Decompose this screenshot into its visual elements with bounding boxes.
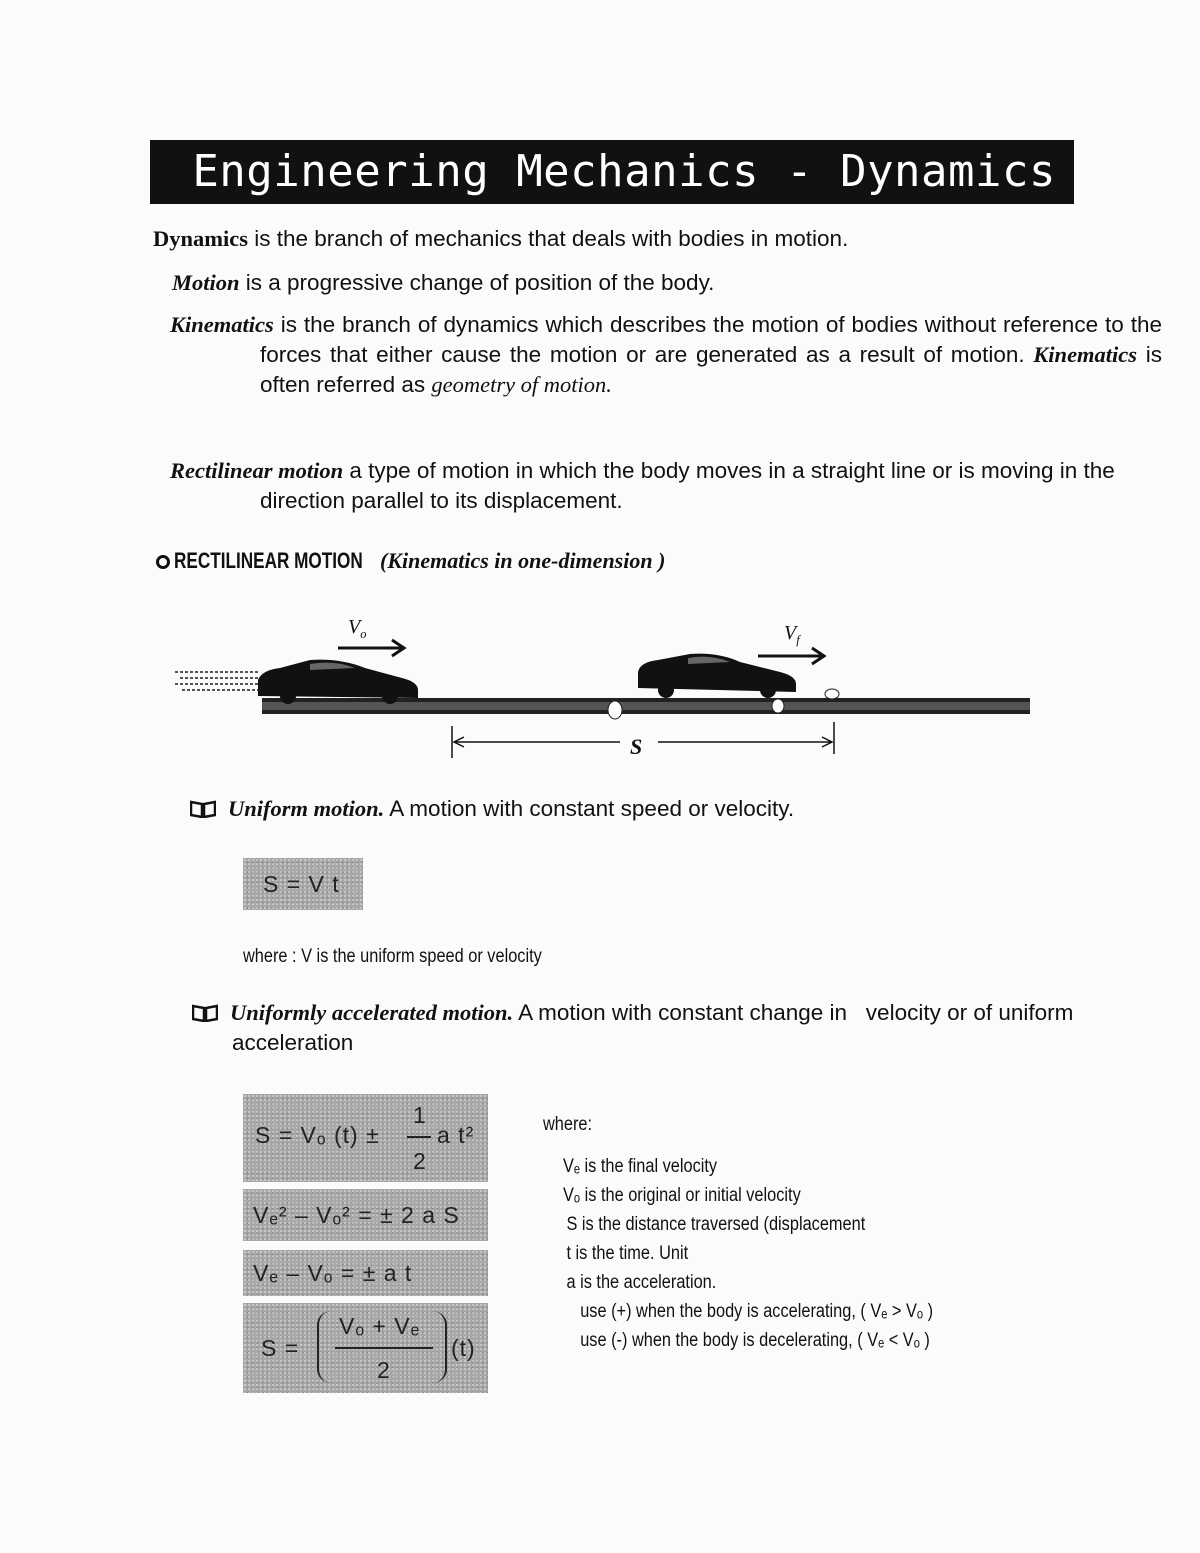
where-line-accelerating: use (+) when the body is accelerating, ( Vₑ > Vₒ )	[580, 1301, 934, 1322]
uniform-motion-text: A motion with constant speed or velocity.	[384, 796, 795, 821]
car-initial-icon	[258, 660, 418, 704]
geometry-of-motion: geometry of motion.	[431, 372, 612, 397]
section-subtitle: (Kinematics in one-dimension )	[380, 548, 666, 573]
formula-4-denominator: 2	[377, 1357, 391, 1383]
v-final-sub: f	[796, 633, 800, 647]
v-initial-sub: o	[360, 627, 367, 641]
rectilinear-text: a type of motion in which the body moves in a straight line or is moving in the direction parallel to its displacement.	[260, 458, 1115, 513]
where-line-decelerating: use (-) when the body is decelerating, ( Vₑ < Vₒ )	[580, 1330, 930, 1351]
rectilinear-motion-diagram	[170, 610, 1040, 770]
page-title: Engineering Mechanics - Dynamics	[150, 140, 1074, 204]
dynamics-text: is the branch of mechanics that deals with bodies in motion.	[248, 226, 849, 251]
motion-definition	[172, 268, 1052, 298]
dynamics-term: Dynamics	[153, 226, 248, 251]
kinematics-term-2: Kinematics	[1033, 342, 1138, 367]
uniform-where: where : V is the uniform speed or velocity	[243, 946, 542, 967]
where-line-acceleration: a is the acceleration.	[566, 1272, 717, 1293]
start-marker	[608, 701, 622, 719]
mid-marker	[772, 699, 784, 713]
accelerated-motion-text: A motion with constant change in velocity or of uniform acceleration	[232, 1000, 1080, 1055]
uniform-motion-definition	[190, 794, 1070, 824]
formula-4-left-paren	[317, 1311, 335, 1383]
accelerated-motion-term: Uniformly accelerated motion.	[230, 1000, 514, 1025]
car-final-icon	[638, 654, 796, 698]
where-line-final-velocity: Vₑ is the final velocity	[563, 1156, 718, 1177]
formula-4-fraction-bar	[335, 1347, 433, 1349]
distance-arrow	[452, 722, 834, 758]
v-initial-symbol: V	[348, 616, 361, 638]
target-bullet-icon	[156, 555, 170, 569]
formula-4-left: S =	[261, 1335, 300, 1361]
where-line-time: t is the time. Unit	[566, 1243, 689, 1264]
formula-1-denominator: 2	[413, 1148, 427, 1174]
where-line-distance: S is the distance traversed (displacement	[566, 1214, 866, 1235]
where-label: where:	[543, 1114, 593, 1135]
car-road-illustration	[170, 610, 1040, 770]
motion-term: Motion	[172, 270, 240, 295]
rectilinear-definition	[170, 456, 1170, 516]
v-final-symbol: V	[784, 622, 797, 644]
formula-4-numerator: Vₒ + Vₑ	[339, 1313, 421, 1339]
formula-4-right: (t)	[451, 1335, 476, 1361]
accelerated-motion-definition	[192, 998, 1122, 1058]
book-icon	[192, 1004, 218, 1022]
formula-1-left: S = Vₒ (t) ±	[255, 1122, 380, 1148]
kinematics-text-2: is often referred as	[260, 342, 1162, 397]
formula-1-numerator: 1	[413, 1102, 427, 1128]
v-initial-label	[348, 616, 366, 642]
kinematics-text: is the branch of dynamics which describes the motion of bodies without reference to the forces that either cause the motion or are generated as a result of motion.	[260, 312, 1162, 367]
where-list	[563, 1152, 993, 1355]
speed-lines	[175, 672, 260, 690]
velocity-initial-arrow	[338, 640, 404, 656]
section-title: RECTILINEAR MOTION	[174, 548, 363, 573]
formula-1-right: a t²	[437, 1122, 475, 1148]
velocity-final-arrow	[758, 648, 824, 664]
dynamics-definition	[153, 224, 1053, 254]
uniform-formula: S = V t	[243, 858, 363, 910]
motion-text: is a progressive change of position of the body.	[239, 270, 715, 295]
kinematics-term: Kinematics	[170, 312, 274, 337]
distance-label: S	[630, 734, 643, 759]
rectilinear-term: Rectilinear motion	[170, 458, 344, 483]
where-line-initial-velocity: Vₒ is the original or initial velocity	[563, 1185, 801, 1206]
formula-4-right-paren	[429, 1311, 447, 1383]
end-marker	[825, 689, 839, 699]
rectilinear-section-heading	[156, 548, 856, 574]
formula-velocity-squared: Vₑ² – Vₒ² = ± 2 a S	[243, 1189, 488, 1241]
formula-velocity: Vₑ – Vₒ = ± a t	[243, 1250, 488, 1296]
book-icon	[190, 800, 216, 818]
formula-displacement	[243, 1094, 488, 1182]
formula-average-velocity	[243, 1303, 488, 1393]
formula-1-fraction-bar	[407, 1136, 431, 1138]
v-final-label	[784, 622, 800, 648]
uniform-motion-term: Uniform motion.	[228, 796, 385, 821]
kinematics-definition	[170, 310, 1162, 400]
